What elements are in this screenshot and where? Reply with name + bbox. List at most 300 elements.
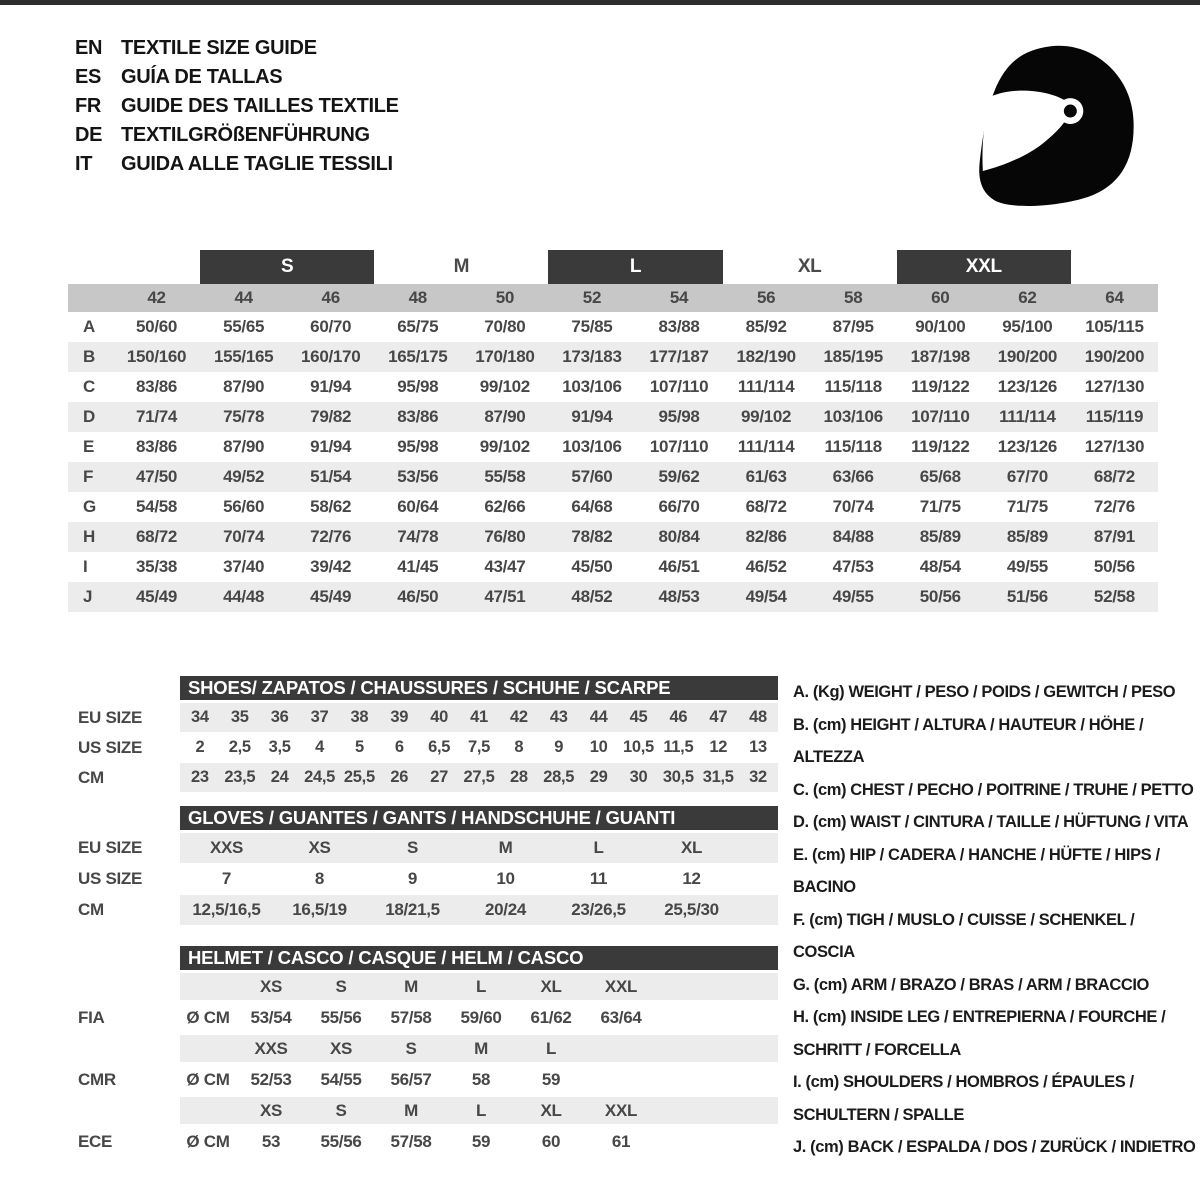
cell: 190/200: [1084, 347, 1145, 366]
cell: 45: [629, 708, 648, 726]
cell: 105/115: [1085, 317, 1144, 336]
helmet-sizes-row: [180, 973, 778, 1000]
row-label: I: [83, 557, 88, 576]
cell: 83/88: [658, 317, 700, 336]
cell: 68/72: [745, 497, 787, 516]
cell: 8: [514, 738, 524, 756]
cell: 55/56: [320, 1007, 362, 1027]
cell: 91/94: [571, 407, 613, 426]
shoes-row: [78, 703, 778, 732]
language-title-list: [75, 34, 399, 179]
cell: 63/66: [832, 467, 874, 486]
helmet-sizes-row: [180, 1035, 778, 1062]
helmet-size-table: [78, 946, 778, 1159]
cell: 47: [709, 708, 728, 726]
cell: 61/62: [530, 1007, 572, 1027]
cell: 29: [589, 768, 608, 786]
row-label: E: [83, 437, 95, 456]
cell: 60/64: [397, 497, 439, 516]
guide-title: TEXTILE SIZE GUIDE: [121, 37, 317, 59]
cell: 44/48: [223, 587, 265, 606]
cell: 24: [270, 768, 289, 786]
size-label: M: [474, 1038, 488, 1058]
cell: 6,5: [428, 738, 451, 756]
row-label: G: [83, 497, 96, 516]
cell: 63/64: [600, 1007, 642, 1027]
cell: 6: [394, 738, 404, 756]
cell: 68/72: [136, 527, 178, 546]
cell: 45/50: [571, 557, 613, 576]
numeric-size: 42: [147, 288, 166, 307]
row-label: C: [83, 377, 95, 396]
language-code: FR: [75, 95, 102, 117]
cell: 165/175: [388, 347, 448, 366]
cell: 87/95: [832, 317, 874, 336]
standard-label: CMR: [78, 1069, 116, 1089]
cell: 12: [682, 869, 701, 888]
cell: 28,5: [543, 768, 575, 786]
standard-label: ECE: [78, 1131, 113, 1151]
cell: 4: [315, 738, 324, 756]
size-label: XXL: [604, 976, 638, 996]
row-label: H: [83, 527, 95, 546]
cell: 111/114: [737, 377, 795, 396]
unit-label: Ø CM: [186, 1007, 230, 1027]
language-code: IT: [75, 153, 93, 175]
helmet-rows: [78, 973, 778, 1157]
cell: 32: [749, 768, 767, 786]
cell: 7: [221, 869, 232, 888]
cell: 11,5: [663, 738, 694, 756]
cell: 99/102: [479, 437, 530, 456]
cell: 27,5: [463, 768, 495, 786]
gloves-row: [78, 833, 778, 863]
cell: 123/126: [997, 377, 1058, 396]
cell: 75/78: [223, 407, 265, 426]
shoes-rows: [78, 703, 778, 792]
cell: 62/66: [484, 497, 526, 516]
cell: 103/106: [562, 377, 622, 396]
cell: 58/62: [310, 497, 352, 516]
cell: 30: [629, 768, 648, 786]
size-label: XXL: [604, 1100, 638, 1120]
cell: 49/55: [1006, 557, 1048, 576]
row-label: EU SIZE: [78, 838, 143, 857]
table-row: [68, 462, 1158, 492]
cell: 85/89: [1006, 527, 1048, 546]
cell: 35: [230, 708, 249, 726]
numeric-size: 50: [495, 288, 515, 307]
size-group-xxl: XXL: [897, 250, 1071, 284]
cell: 49/54: [745, 587, 787, 606]
cell: 103/106: [562, 437, 622, 456]
cell: 3,5: [268, 738, 291, 756]
cell: 23: [191, 768, 209, 786]
gloves-section-title: GLOVES / GUANTES / GANTS / HANDSCHUHE / GUANTI: [180, 806, 778, 830]
legend-entry: C. (cm) CHEST / PECHO / POITRINE / TRUHE / PETTO: [793, 780, 1194, 799]
cell: 83/86: [136, 377, 178, 396]
textile-table-rows: [68, 312, 1158, 612]
size-label: XXS: [254, 1038, 288, 1058]
cell: 10,5: [623, 738, 654, 756]
cell: 72/76: [310, 527, 352, 546]
cell: 76/80: [484, 527, 526, 546]
textile-size-table: [68, 250, 1158, 612]
cell: 41/45: [397, 557, 439, 576]
cell: 71/75: [1006, 497, 1048, 516]
cell: 46/52: [745, 557, 787, 576]
cell: 52/58: [1093, 587, 1135, 606]
table-row: [68, 522, 1158, 552]
numeric-size: 46: [321, 288, 340, 307]
unit-label: Ø CM: [186, 1131, 230, 1151]
cell: 57/58: [390, 1007, 432, 1027]
size-label: L: [545, 1038, 557, 1058]
cell: 50/56: [919, 587, 961, 606]
cell: 53/56: [397, 467, 439, 486]
cell: 59: [541, 1069, 561, 1089]
numeric-size: 62: [1018, 288, 1037, 307]
numeric-size-row: [68, 284, 1158, 312]
cell: 28: [509, 768, 528, 786]
cell: 91/94: [310, 377, 352, 396]
numeric-size: 48: [408, 288, 427, 307]
cell: 25,5: [343, 768, 375, 786]
legend-entry: A. (Kg) WEIGHT / PESO / POIDS / GEWITCH / PESO: [793, 683, 1176, 701]
legend-entry: B. (cm) HEIGHT / ALTURA / HAUTEUR / HÖHE / ALTEZZA: [793, 715, 1144, 766]
cell: 48/53: [658, 587, 700, 606]
cell: 20/24: [484, 900, 527, 919]
cell: 115/118: [824, 377, 882, 396]
cell: 43/47: [484, 557, 526, 576]
cell: 49/52: [223, 467, 265, 486]
cell: 9: [407, 869, 418, 888]
cell: 79/82: [310, 407, 352, 426]
cell: 111/114: [737, 437, 795, 456]
cell: 16,5/19: [292, 900, 347, 919]
cell: 95/98: [397, 377, 439, 396]
numeric-size: 64: [1105, 288, 1124, 307]
numeric-size: 52: [582, 288, 602, 307]
table-row: [68, 432, 1158, 462]
size-label: XS: [259, 1100, 283, 1120]
cell: 45/49: [310, 587, 352, 606]
table-row: [68, 342, 1158, 372]
guide-title: GUÍA DE TALLAS: [121, 66, 283, 88]
racing-helmet-icon: [978, 38, 1140, 210]
size-label: S: [405, 1038, 417, 1058]
cell: 57/58: [390, 1131, 432, 1151]
cell: 44: [589, 708, 608, 726]
cell: 170/180: [475, 347, 535, 366]
cell: 46/50: [397, 587, 439, 606]
language-code: ES: [75, 66, 102, 88]
legend-entry: G. (cm) ARM / BRAZO / BRAS / ARM / BRACCIO: [793, 975, 1149, 994]
cell: 18/21,5: [385, 900, 440, 919]
cell: 67/70: [1006, 467, 1048, 486]
cell: M: [498, 838, 513, 857]
cell: 58: [471, 1069, 491, 1089]
cell: 111/114: [999, 407, 1056, 426]
helmet-values-row: [78, 1002, 778, 1033]
helmet-section-title: HELMET / CASCO / CASQUE / HELM / CASCO: [180, 946, 778, 970]
cell: 54/55: [320, 1069, 362, 1089]
row-label: US SIZE: [78, 869, 143, 888]
cell: 85/89: [919, 527, 961, 546]
row-label: J: [83, 587, 93, 606]
cell: 83/86: [397, 407, 439, 426]
cell: 72/76: [1093, 497, 1135, 516]
table-row: [68, 492, 1158, 522]
cell: 46: [669, 708, 688, 726]
cell: 40: [430, 708, 448, 726]
cell: 70/80: [484, 317, 526, 336]
cell: 13: [749, 738, 767, 756]
cell: 160/170: [301, 347, 361, 366]
unit-label: Ø CM: [186, 1069, 230, 1089]
gloves-row: [78, 864, 778, 894]
cell: 38: [350, 708, 369, 726]
cell: 10: [589, 738, 608, 756]
cell: 85/92: [745, 317, 787, 336]
cell: 99/102: [479, 377, 530, 396]
cell: 54/58: [136, 497, 178, 516]
cell: 42: [509, 708, 528, 726]
cell: 47/53: [832, 557, 874, 576]
cell: L: [593, 838, 604, 857]
cell: S: [406, 838, 419, 857]
cell: 53/54: [250, 1007, 292, 1027]
cell: 23,5: [224, 768, 256, 786]
cell: 48/54: [919, 557, 961, 576]
cell: 24,5: [304, 768, 335, 786]
cell: 36: [270, 708, 289, 726]
numeric-size: 56: [756, 288, 776, 307]
cell: 60/70: [310, 317, 352, 336]
legend-entry: F. (cm) TIGH / MUSLO / CUISSE / SCHENKEL / COSCIA: [793, 910, 1135, 961]
cell: 61/63: [745, 467, 787, 486]
cell: 9: [554, 738, 564, 756]
cell: 57/60: [571, 467, 613, 486]
cell: 56/57: [390, 1069, 432, 1089]
cell: 48: [749, 708, 767, 726]
cell: 90/100: [915, 317, 966, 336]
gloves-row: [78, 895, 778, 925]
size-label: S: [335, 1100, 347, 1120]
cell: 99/102: [741, 407, 792, 426]
size-label: XL: [540, 1100, 562, 1120]
cell: 82/86: [745, 527, 787, 546]
cell: 27: [430, 768, 448, 786]
cell: 34: [191, 708, 209, 726]
row-label: D: [83, 407, 95, 426]
cell: 185/195: [823, 347, 883, 366]
cell: 49/55: [832, 587, 874, 606]
cell: 71/74: [136, 407, 178, 426]
cell: 115/119: [1085, 407, 1144, 426]
cell: 50/60: [136, 317, 178, 336]
cell: 95/100: [1002, 317, 1053, 336]
cell: 60: [541, 1131, 561, 1151]
cell: 30,5: [662, 768, 694, 786]
language-code: EN: [75, 37, 103, 59]
cell: 155/165: [213, 347, 274, 366]
cell: 59/62: [658, 467, 700, 486]
cell: 46/51: [658, 557, 700, 576]
cell: 11: [589, 869, 608, 888]
cell: 95/98: [658, 407, 700, 426]
legend-entry: E. (cm) HIP / CADERA / HANCHE / HÜFTE / HIPS / BACINO: [793, 845, 1160, 896]
cell: 10: [496, 869, 515, 888]
row-label: B: [83, 347, 95, 366]
row-label: F: [83, 467, 94, 486]
helmet-sizes-row: [180, 1097, 778, 1124]
cell: 177/187: [649, 347, 709, 366]
cell: 123/126: [997, 437, 1058, 456]
cell: 37: [310, 708, 329, 726]
standard-label: FIA: [78, 1007, 105, 1027]
cell: 75/85: [571, 317, 613, 336]
top-border-strip: [0, 0, 1200, 5]
cell: 150/160: [126, 347, 187, 366]
cell: 78/82: [571, 527, 613, 546]
cell: 87/90: [223, 437, 265, 456]
numeric-size: 58: [844, 288, 863, 307]
cell: 107/110: [649, 377, 709, 396]
guide-title: GUIDE DES TAILLES TEXTILE: [121, 95, 399, 117]
cell: 71/75: [919, 497, 961, 516]
cell: 53: [261, 1131, 281, 1151]
cell: 43: [549, 708, 568, 726]
size-label: M: [404, 1100, 418, 1120]
cell: 115/118: [824, 437, 882, 456]
table-row: [68, 552, 1158, 582]
size-group-header-row: [68, 250, 1158, 284]
table-row: [68, 582, 1158, 612]
cell: 64/68: [571, 497, 613, 516]
guide-title: GUIDA ALLE TAGLIE TESSILI: [121, 153, 393, 175]
cell: 45/49: [136, 587, 178, 606]
cell: 35/38: [136, 557, 178, 576]
cell: 2,5: [228, 738, 251, 756]
cell: 55/65: [223, 317, 265, 336]
size-group-m: M: [453, 256, 470, 277]
row-label: CM: [78, 767, 104, 787]
cell: 127/130: [1084, 377, 1145, 396]
size-group-l: L: [548, 250, 722, 284]
cell: 37/40: [223, 557, 265, 576]
numeric-size: 60: [931, 288, 950, 307]
size-label: L: [475, 976, 487, 996]
legend-entry: J. (cm) BACK / ESPALDA / DOS / ZURÜCK / INDIETRO: [793, 1138, 1196, 1156]
cell: 59/60: [460, 1007, 502, 1027]
size-label: XL: [540, 976, 562, 996]
cell: XL: [680, 838, 703, 857]
measurement-legend: [793, 676, 1197, 1164]
row-label: A: [83, 317, 95, 336]
cell: 52/53: [250, 1069, 292, 1089]
cell: 80/84: [658, 527, 700, 546]
cell: 2: [195, 738, 205, 756]
shoes-size-table: [78, 676, 778, 793]
cell: 95/98: [397, 437, 439, 456]
cell: 12: [709, 738, 728, 756]
cell: 68/72: [1093, 467, 1135, 486]
numeric-size: 44: [234, 288, 253, 307]
cell: 31,5: [702, 768, 734, 786]
row-label: CM: [78, 900, 104, 919]
cell: 190/200: [997, 347, 1058, 366]
size-group-xl: XL: [797, 256, 822, 277]
cell: 70/74: [832, 497, 874, 516]
helmet-values-row: [78, 1126, 778, 1157]
row-label: EU SIZE: [78, 707, 143, 727]
cell: 173/183: [562, 347, 622, 366]
row-label: US SIZE: [78, 737, 143, 757]
size-label: XS: [259, 976, 283, 996]
cell: 65/75: [397, 317, 439, 336]
size-label: L: [475, 1100, 487, 1120]
size-label: S: [335, 976, 347, 996]
table-row: [68, 312, 1158, 342]
cell: 182/190: [736, 347, 796, 366]
shoes-section-title: SHOES/ ZAPATOS / CHAUSSURES / SCHUHE / SCARPE: [180, 676, 778, 700]
cell: 107/110: [649, 437, 709, 456]
cell: 87/90: [223, 377, 265, 396]
cell: 91/94: [310, 437, 352, 456]
cell: 70/74: [223, 527, 265, 546]
size-group-s: S: [200, 250, 374, 284]
language-code: DE: [75, 124, 103, 146]
shoes-row: [78, 763, 778, 792]
cell: 87/90: [484, 407, 526, 426]
cell: 119/122: [911, 377, 970, 396]
cell: 56/60: [223, 497, 265, 516]
cell: 41: [470, 708, 488, 726]
table-row: [68, 402, 1158, 432]
cell: XS: [308, 838, 331, 857]
cell: 65/68: [919, 467, 961, 486]
gloves-size-table: [78, 806, 778, 926]
cell: 103/106: [823, 407, 883, 426]
cell: 74/78: [397, 527, 439, 546]
table-row: [68, 372, 1158, 402]
cell: 47/51: [484, 587, 526, 606]
gloves-rows: [78, 833, 778, 925]
cell: 55/58: [484, 467, 526, 486]
cell: XXS: [209, 838, 244, 857]
legend-entry: H. (cm) INSIDE LEG / ENTREPIERNA / FOURCHE / SCHRITT / FORCELLA: [793, 1008, 1166, 1059]
numeric-size: 54: [669, 288, 689, 307]
cell: 119/122: [911, 437, 970, 456]
cell: 7,5: [467, 738, 491, 756]
cell: 25,5/30: [664, 900, 719, 919]
cell: 87/91: [1093, 527, 1135, 546]
cell: 50/56: [1093, 557, 1135, 576]
size-label: M: [404, 976, 418, 996]
cell: 12,5/16,5: [192, 900, 261, 919]
helmet-values-row: [78, 1064, 778, 1095]
shoes-row: [78, 733, 778, 762]
legend-entry: D. (cm) WAIST / CINTURA / TAILLE / HÜFTUNG / VITA: [793, 813, 1189, 831]
cell: 66/70: [658, 497, 700, 516]
size-label: XS: [329, 1038, 353, 1058]
cell: 23/26,5: [571, 900, 626, 919]
cell: 55/56: [320, 1131, 362, 1151]
cell: 59: [471, 1131, 491, 1151]
cell: 84/88: [832, 527, 874, 546]
legend-entry: I. (cm) SHOULDERS / HOMBROS / ÉPAULES / SCHULTERN / SPALLE: [793, 1073, 1134, 1124]
